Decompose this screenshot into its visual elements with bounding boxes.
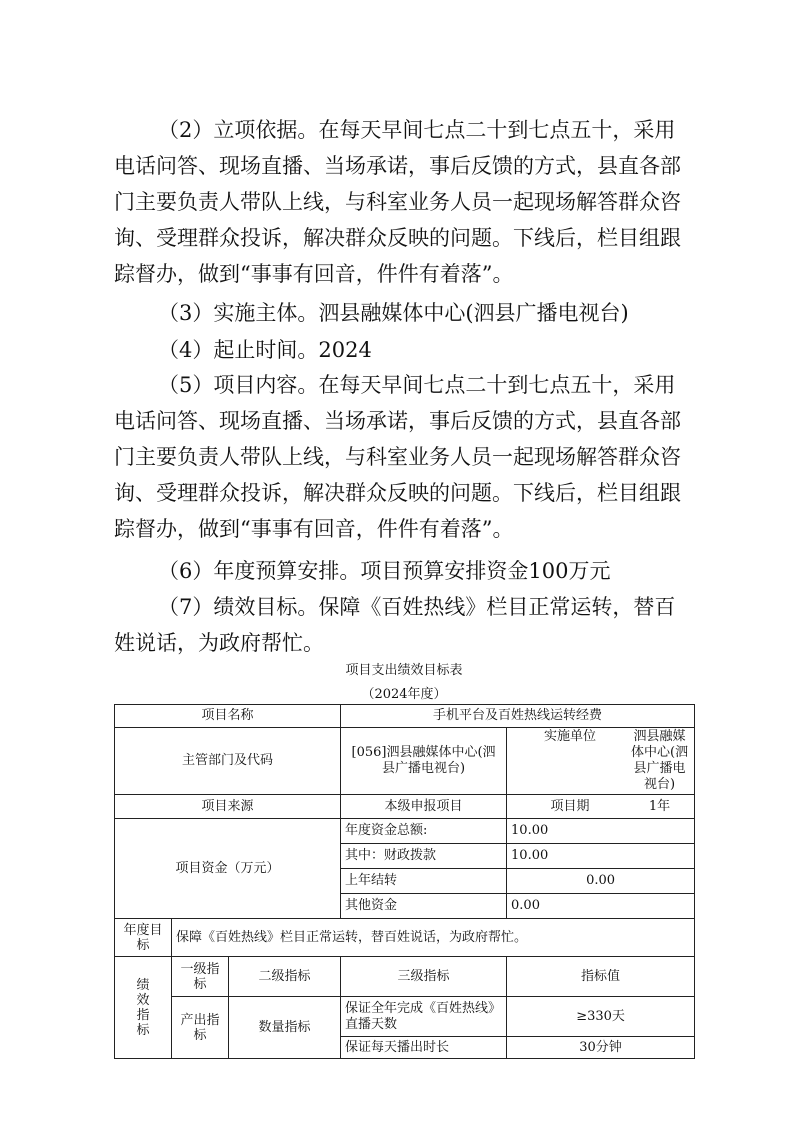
para-7 (114, 589, 694, 661)
indicator-1: 保证全年完成《百姓热线》直播天数 (341, 997, 507, 1037)
para-4 (114, 332, 694, 368)
funds-total-label: 年度资金总额: (341, 819, 507, 844)
para-5-text: （5）项目内容。在每天早间七点二十到七点五十，采用电话问答、现场直播、当场承诺，事后反馈的方式，县直各部门主要负责人带队上线，与科室业务人员一起现场解答群众咨询、受理群众投诉，解决群众反映的问题。下线后，栏目组跟踪督办，做到“事事有回音，件件有着落”。 (114, 373, 681, 541)
para-2-text: （2）立项依据。在每天早间七点二十到七点五十，采用电话问答、现场直播、当场承诺，事后反馈的方式，县直各部门主要负责人带队上线，与科室业务人员一起现场解答群众咨询、受理群众投诉，解决群众反映的问题。下线后，栏目组跟踪督办，做到“事事有回音，件件有着落”。 (114, 118, 681, 286)
table-row (115, 728, 695, 795)
unit-value: 泗县融媒体中心(泗县广播电视台) (631, 729, 689, 792)
table-row (115, 819, 695, 844)
table-row (115, 997, 695, 1037)
level2-header: 二级指标 (229, 957, 341, 997)
para-7-text: （7）绩效目标。保障《百姓热线》栏目正常运转，替百姓说话，为政府帮忙。 (114, 595, 676, 655)
para-6-text: （6）年度预算安排。项目预算安排资金100万元 (158, 559, 611, 583)
para-3-text: （3）实施主体。泗县融媒体中心(泗县广播电视台) (158, 301, 629, 325)
funds-total-value: 10.00 (507, 819, 695, 844)
indicator-1-value: ≥330天 (507, 997, 695, 1037)
table-row (115, 795, 695, 819)
period-cell (507, 795, 695, 819)
period-value: 1年 (648, 798, 671, 814)
funds-carryover-label: 上年结转 (341, 869, 507, 894)
funds-other-label: 其他资金 (341, 894, 507, 919)
funds-label: 项目资金（万元） (115, 819, 341, 919)
perf-label: 绩效指标 (115, 957, 172, 1059)
funds-carryover-value: 0.00 (507, 869, 695, 894)
value-header: 指标值 (507, 957, 695, 997)
para-5 (114, 367, 694, 547)
level3-header: 三级指标 (341, 957, 507, 997)
period-label: 项目期 (550, 798, 590, 814)
annual-goal-label: 年度目标 (115, 919, 172, 957)
dept-value: [056]泗县融媒体中心(泗县广播电视台) (341, 728, 507, 795)
table-row (115, 919, 695, 957)
level1-output: 产出指标 (172, 997, 229, 1059)
table-row (115, 705, 695, 728)
indicator-2: 保证每天播出时长 (341, 1037, 507, 1059)
table-row (115, 957, 695, 997)
project-name-value: 手机平台及百姓热线运转经费 (341, 705, 695, 728)
para-4-text: （4）起止时间。2024 (158, 338, 372, 362)
table-year: （2024年度） (361, 687, 447, 702)
unit-cell (507, 728, 695, 795)
para-6 (114, 553, 694, 589)
source-label: 项目来源 (115, 795, 341, 819)
dept-label: 主管部门及代码 (115, 728, 341, 795)
annual-goal-value: 保障《百姓热线》栏目正常运转，替百姓说话，为政府帮忙。 (172, 919, 695, 957)
source-value: 本级申报项目 (341, 795, 507, 819)
para-2 (114, 112, 694, 292)
para-3 (114, 295, 694, 331)
funds-other-value: 0.00 (507, 894, 695, 919)
project-name-label: 项目名称 (115, 705, 341, 728)
unit-label: 实施单位 (544, 729, 597, 744)
level2-quantity: 数量指标 (229, 997, 341, 1059)
performance-table (114, 704, 695, 1059)
funds-fiscal-label: 其中：财政拨款 (341, 844, 507, 869)
table-title: 项目支出绩效目标表 (345, 663, 463, 678)
indicator-2-value: 30分钟 (507, 1037, 695, 1059)
funds-fiscal-value: 10.00 (507, 844, 695, 869)
level1-header: 一级指标 (172, 957, 229, 997)
